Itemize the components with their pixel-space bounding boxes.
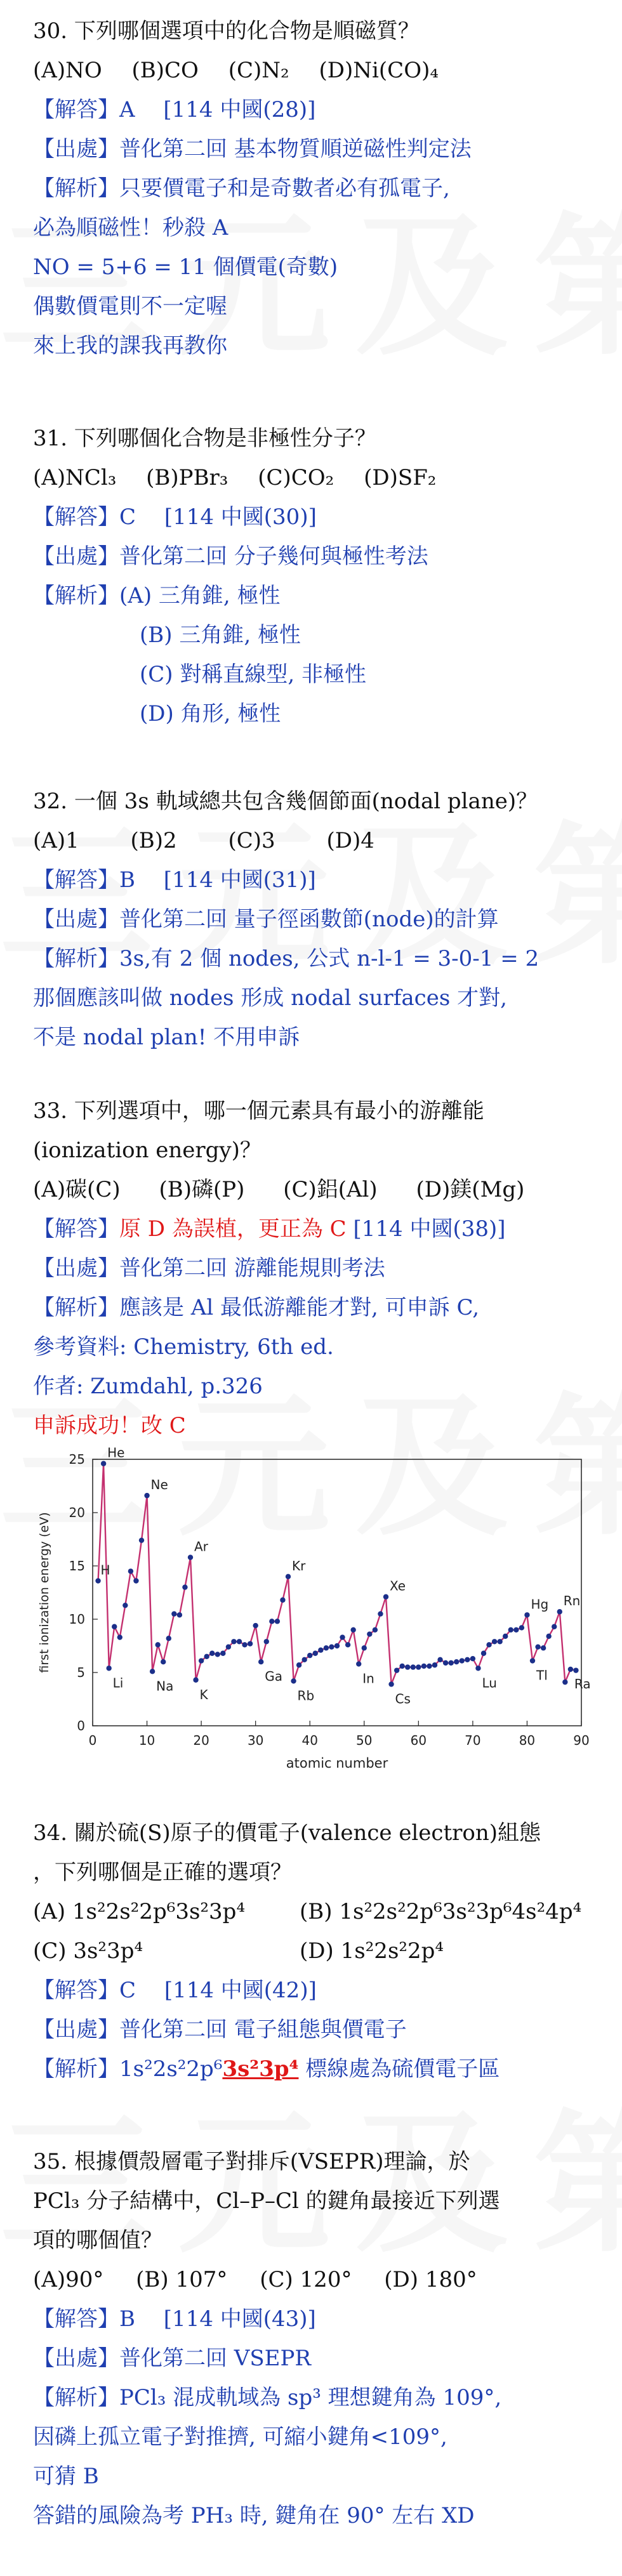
data-point	[421, 1664, 427, 1669]
data-point	[383, 1594, 388, 1600]
element-label-xe: Xe	[390, 1578, 406, 1594]
option-d: (D)4	[326, 828, 374, 853]
data-point	[122, 1603, 128, 1608]
analysis-line: 答錯的風險為考 PH₃ 時, 鍵角在 90° 左右 XD	[33, 2503, 475, 2528]
data-point	[513, 1627, 519, 1633]
element-label-he: He	[107, 1447, 125, 1461]
source: 【出處】普化第二回 VSEPR	[33, 2346, 311, 2371]
x-tick-label: 10	[138, 1733, 156, 1748]
option-c: (C)3	[228, 828, 275, 853]
data-point	[367, 1631, 372, 1636]
data-point	[182, 1584, 187, 1589]
option-b: (B)2	[130, 828, 177, 853]
option-b: (B)CO	[131, 58, 199, 83]
analysis-line: 不是 nodal plan! 不用申訴	[33, 1025, 300, 1050]
x-tick-label: 80	[519, 1733, 536, 1748]
data-point	[296, 1662, 301, 1667]
x-tick-label: 30	[247, 1733, 264, 1748]
x-tick-label: 90	[573, 1733, 590, 1748]
data-point	[508, 1627, 513, 1633]
option-b: (B) 1s²2s²2p⁶3s²3p⁶4s²4p⁴	[300, 1899, 582, 1924]
element-label-k: K	[199, 1686, 208, 1702]
data-point	[454, 1659, 459, 1664]
answer-correction: 原 D 為誤植，更正為 C	[119, 1216, 347, 1242]
option-c: (C)鋁(Al)	[283, 1177, 378, 1202]
x-tick-label: 60	[410, 1733, 427, 1748]
analysis-line: 可猜 B	[33, 2464, 99, 2489]
data-point	[334, 1643, 340, 1648]
options	[33, 2260, 604, 2299]
element-label-ne: Ne	[150, 1477, 168, 1493]
data-point	[492, 1639, 497, 1644]
data-point	[373, 1627, 378, 1633]
options	[33, 1170, 604, 1209]
data-point	[231, 1639, 236, 1644]
data-point	[524, 1612, 529, 1617]
data-point	[535, 1644, 540, 1649]
y-tick-label: 25	[69, 1452, 85, 1467]
element-label-na: Na	[156, 1678, 174, 1694]
option-d: (D)SF₂	[364, 465, 437, 490]
option-d: (D)鎂(Mg)	[416, 1177, 525, 1202]
element-label-ar: Ar	[194, 1539, 208, 1554]
data-point	[552, 1624, 557, 1629]
x-tick-label: 0	[88, 1733, 97, 1748]
data-point	[177, 1612, 182, 1617]
data-point	[562, 1679, 567, 1685]
x-tick-label: 50	[356, 1733, 373, 1748]
element-label-cs: Cs	[395, 1691, 411, 1707]
option-a: (A)NCl₃	[33, 465, 117, 490]
data-point	[237, 1639, 242, 1644]
analysis-line: 參考資料: Chemistry, 6th ed.	[33, 1334, 334, 1360]
element-label-li: Li	[112, 1675, 124, 1691]
data-point	[220, 1651, 225, 1656]
y-tick-label: 20	[69, 1505, 85, 1520]
question-34	[33, 1813, 604, 2089]
data-point	[128, 1568, 133, 1574]
question-stem: 34. 關於硫(S)原子的價電子(valence electron)組態	[33, 1820, 541, 1846]
data-point	[497, 1639, 502, 1644]
data-point	[188, 1554, 193, 1560]
question-stem: ，下列哪個是正確的選項？	[33, 1860, 292, 1885]
data-point	[199, 1658, 204, 1663]
question-stem: 31. 下列哪個化合物是非極性分子？	[33, 426, 376, 451]
data-point	[106, 1666, 111, 1671]
element-label-ra: Ra	[574, 1676, 591, 1692]
question-30	[33, 11, 604, 365]
data-point	[399, 1664, 404, 1669]
data-point	[253, 1623, 258, 1628]
source: 【出處】普化第二回 電子組態與價電子	[33, 2017, 407, 2042]
source: 【出處】普化第二回 量子徑函數節(node)的計算	[33, 907, 499, 932]
element-label-hg: Hg	[531, 1596, 549, 1612]
data-point	[568, 1667, 573, 1672]
analysis-line: 來上我的課我再教你	[33, 333, 227, 358]
source: 【出處】普化第二回 基本物質順逆磁性判定法	[33, 136, 472, 162]
analysis-line: 那個應該叫做 nodes 形成 nodal surfaces 才對,	[33, 985, 507, 1011]
answer-label: 【解答】	[33, 1216, 119, 1242]
question-stem: PCl₃ 分子結構中，Cl–P–Cl 的鍵角最接近下列選	[33, 2188, 500, 2214]
data-point	[193, 1678, 198, 1683]
data-point	[101, 1461, 106, 1466]
analysis-line: 偶數價電則不一定喔	[33, 294, 227, 319]
question-stem: 32. 一個 3s 軌域總共包含幾個節面(nodal plane)？	[33, 789, 538, 814]
analysis-line: (B) 三角錐, 極性	[140, 622, 301, 648]
element-label-h: H	[100, 1562, 110, 1578]
question-stem: 30. 下列哪個選項中的化合物是順磁質？	[33, 18, 420, 44]
analysis-line: NO = 5+6 = 11 個價電(奇數)	[33, 254, 338, 280]
data-point	[486, 1642, 491, 1647]
data-point	[226, 1644, 231, 1649]
analysis-line: 因磷上孤立電子對推擠, 可縮小鍵角<109°,	[33, 2424, 447, 2450]
data-point	[166, 1636, 171, 1641]
data-point	[144, 1493, 149, 1498]
option-d: (D)Ni(CO)₄	[319, 58, 439, 83]
data-point	[443, 1660, 448, 1666]
answer: 【解答】C [114 中國(42)]	[33, 1978, 317, 2003]
data-point	[133, 1578, 138, 1583]
data-point	[530, 1658, 535, 1663]
option-b: (B)PBr₃	[146, 465, 228, 490]
data-point	[411, 1664, 416, 1669]
data-point	[258, 1659, 263, 1664]
data-point	[475, 1666, 480, 1671]
options	[33, 821, 604, 860]
analysis-line: 作者: Zumdahl, p.326	[33, 1374, 263, 1399]
answer: 【解答】B [114 中國(31)]	[33, 867, 316, 893]
question-35	[33, 2142, 604, 2535]
option-a: (A) 1s²2s²2p⁶3s²3p⁴	[33, 1899, 246, 1924]
question-stem: 33. 下列選項中，哪一個元素具有最小的游離能	[33, 1098, 484, 1124]
analysis-line: (D) 角形, 極性	[140, 701, 281, 726]
option-d: (D) 1s²2s²2p⁴	[300, 1938, 444, 1964]
source: 【出處】普化第二回 分子幾何與極性考法	[33, 544, 428, 569]
data-point	[460, 1658, 465, 1663]
analysis-prefix: 【解析】1s²2s²2p⁶	[33, 2056, 223, 2082]
data-point	[350, 1627, 355, 1633]
question-33	[33, 1091, 604, 1445]
data-point	[362, 1645, 367, 1650]
data-point	[269, 1619, 274, 1624]
ionization-energy-chart	[23, 1447, 594, 1777]
data-point	[345, 1642, 350, 1647]
options-row	[33, 1892, 604, 1931]
data-point	[150, 1669, 155, 1674]
data-point	[481, 1651, 486, 1656]
y-axis-label: first ionization energy (eV)	[37, 1512, 51, 1673]
options-row	[33, 1931, 604, 1971]
data-point	[573, 1667, 578, 1672]
data-point	[394, 1667, 399, 1672]
data-point	[139, 1537, 144, 1542]
data-point	[432, 1662, 437, 1667]
x-tick-label: 20	[193, 1733, 209, 1748]
y-tick-label: 5	[77, 1665, 85, 1680]
data-point	[95, 1578, 100, 1583]
analysis-line: 【解析】應該是 Al 最低游離能才對, 可申訴 C,	[33, 1295, 480, 1320]
data-point	[242, 1642, 247, 1647]
answer-ref: [114 中國(38)]	[346, 1216, 506, 1242]
data-point	[470, 1656, 475, 1661]
data-point	[248, 1641, 253, 1646]
y-tick-label: 0	[77, 1718, 85, 1733]
source: 【出處】普化第二回 游離能規則考法	[33, 1256, 385, 1281]
data-point	[503, 1634, 508, 1639]
analysis-line: 【解析】(A) 三角錐, 極性	[33, 583, 281, 608]
data-point	[161, 1659, 166, 1664]
option-a: (A)NO	[33, 58, 102, 83]
data-point	[117, 1634, 122, 1640]
data-point	[324, 1645, 329, 1650]
data-point	[329, 1644, 334, 1649]
data-point	[546, 1634, 551, 1639]
question-stem: (ionization energy)？	[33, 1138, 261, 1163]
option-c: (C)CO₂	[258, 465, 334, 490]
data-point	[437, 1657, 442, 1662]
data-point	[155, 1642, 160, 1647]
y-tick-label: 15	[69, 1558, 85, 1574]
analysis-line	[33, 2049, 604, 2089]
data-point	[519, 1625, 524, 1630]
question-32	[33, 782, 604, 1057]
data-point	[557, 1609, 562, 1614]
analysis-line: 【解析】只要價電子和是奇數者必有孤電子,	[33, 176, 450, 201]
data-point	[378, 1611, 383, 1616]
answer: 【解答】C [114 中國(30)]	[33, 504, 317, 530]
analysis-suffix: 標線處為硫價電子區	[298, 2056, 500, 2082]
option-c: (C) 3s²3p⁴	[33, 1938, 143, 1964]
data-point	[448, 1660, 453, 1666]
answer: 【解答】B [114 中國(43)]	[33, 2306, 316, 2332]
element-label-rb: Rb	[297, 1688, 315, 1704]
data-point	[209, 1651, 215, 1656]
element-label-rn: Rn	[563, 1593, 581, 1609]
option-a: (A)1	[33, 828, 79, 853]
element-label-kr: Kr	[292, 1558, 306, 1574]
data-point	[215, 1652, 220, 1657]
element-label-ga: Ga	[265, 1669, 282, 1685]
question-stem: 項的哪個值？	[33, 2228, 162, 2253]
data-point	[318, 1648, 323, 1653]
option-a: (A)90°	[33, 2267, 104, 2292]
data-point	[541, 1645, 546, 1650]
data-point	[264, 1639, 269, 1644]
x-tick-label: 70	[465, 1733, 481, 1748]
y-tick-label: 10	[69, 1612, 85, 1627]
data-point	[307, 1653, 312, 1658]
options	[33, 458, 604, 497]
data-point	[280, 1598, 285, 1603]
data-point	[356, 1661, 361, 1666]
option-b: (B)磷(P)	[159, 1177, 245, 1202]
data-point	[204, 1654, 209, 1659]
data-point	[171, 1611, 176, 1616]
element-label-lu: Lu	[482, 1675, 497, 1691]
data-point	[405, 1664, 410, 1669]
option-d: (D) 180°	[384, 2267, 477, 2292]
analysis-line: 【解析】PCl₃ 混成軌域為 sp³ 理想鍵角為 109°,	[33, 2385, 502, 2410]
answer: 【解答】A [114 中國(28)]	[33, 97, 316, 122]
analysis-line: 【解析】3s,有 2 個 nodes, 公式 n-l-1 = 3-0-1 = 2	[33, 946, 539, 971]
option-a: (A)碳(C)	[33, 1177, 121, 1202]
element-label-tl: Tl	[536, 1667, 548, 1683]
data-point	[388, 1681, 394, 1686]
option-c: (C) 120°	[260, 2267, 352, 2292]
element-label-in: In	[362, 1671, 374, 1686]
option-c: (C)N₂	[228, 58, 289, 83]
data-point	[427, 1664, 432, 1669]
data-point	[112, 1624, 117, 1629]
question-31	[33, 419, 604, 733]
data-point	[291, 1678, 296, 1683]
options	[33, 51, 604, 90]
data-point	[313, 1651, 318, 1656]
option-b: (B) 107°	[136, 2267, 228, 2292]
appeal-result: 申訴成功！改 C	[33, 1413, 186, 1438]
series-line	[98, 1464, 576, 1685]
valence-highlight: 3s²3p⁴	[222, 2056, 299, 2082]
data-point	[275, 1619, 280, 1624]
data-point	[340, 1634, 345, 1640]
analysis-line: 必為順磁性！秒殺 A	[33, 215, 228, 240]
data-point	[416, 1664, 421, 1669]
question-stem: 35. 根據價殼層電子對排斥(VSEPR)理論，於	[33, 2149, 470, 2174]
data-point	[301, 1657, 307, 1662]
data-point	[465, 1657, 470, 1662]
answer	[33, 1209, 604, 1249]
data-point	[286, 1574, 291, 1579]
analysis-line: (C) 對稱直線型, 非極性	[140, 662, 366, 687]
x-tick-label: 40	[301, 1733, 318, 1748]
x-axis-label: atomic number	[286, 1756, 388, 1771]
